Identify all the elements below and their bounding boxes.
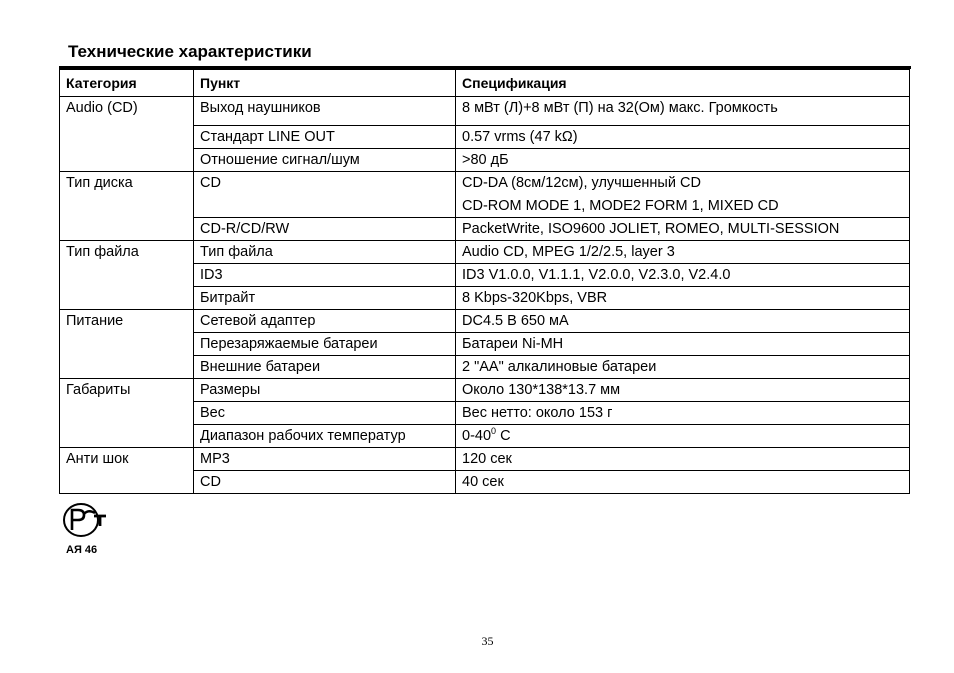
item-cell: Сетевой адаптер bbox=[194, 310, 456, 333]
table-row bbox=[60, 310, 910, 333]
item-cell: Внешние батареи bbox=[194, 356, 456, 379]
spec-cell: 0.57 vrms (47 kΩ) bbox=[456, 126, 910, 149]
item-cell: Выход наушников bbox=[194, 97, 456, 126]
header-spec: Спецификация bbox=[456, 70, 910, 97]
spec-cell: CD-DA (8см/12см), улучшенный CD bbox=[456, 172, 910, 195]
category-cell: Анти шок bbox=[60, 448, 194, 494]
category-cell: Питание bbox=[60, 310, 194, 379]
item-cell: Размеры bbox=[194, 379, 456, 402]
spec-cell: >80 дБ bbox=[456, 149, 910, 172]
item-cell: Стандарт LINE OUT bbox=[194, 126, 456, 149]
item-cell: Отношение сигнал/шум bbox=[194, 149, 456, 172]
table-row bbox=[60, 97, 910, 126]
spec-cell: CD-ROM MODE 1, MODE2 FORM 1, MIXED CD bbox=[456, 195, 910, 218]
temp-unit: C bbox=[496, 428, 511, 444]
table-row bbox=[60, 241, 910, 264]
spec-cell: 8 Kbps-320Kbps, VBR bbox=[456, 287, 910, 310]
spec-cell: Вес нетто: около 153 г bbox=[456, 402, 910, 425]
item-cell: CD bbox=[194, 172, 456, 218]
category-cell: Тип диска bbox=[60, 172, 194, 241]
spec-cell: Батареи Ni-MH bbox=[456, 333, 910, 356]
spec-cell: PacketWrite, ISO9600 JOLIET, ROMEO, MULTI-SESSION bbox=[456, 218, 910, 241]
spec-cell: Audio CD, MPEG 1/2/2.5, layer 3 bbox=[456, 241, 910, 264]
category-cell: Габариты bbox=[60, 379, 194, 448]
temp-value: 0-40 bbox=[462, 428, 492, 444]
item-cell: ID3 bbox=[194, 264, 456, 287]
spec-cell: DC4.5 В 650 мА bbox=[456, 310, 910, 333]
spec-cell bbox=[456, 425, 910, 448]
spec-cell: 40 сек bbox=[456, 471, 910, 494]
certification-code: АЯ 46 bbox=[66, 544, 98, 556]
item-cell: Перезаряжаемые батареи bbox=[194, 333, 456, 356]
spec-cell: ID3 V1.0.0, V1.1.1, V2.0.0, V2.3.0, V2.4.0 bbox=[456, 264, 910, 287]
item-cell: MP3 bbox=[194, 448, 456, 471]
category-cell: Тип файла bbox=[60, 241, 194, 310]
table-row bbox=[60, 172, 910, 195]
table-row bbox=[60, 379, 910, 402]
item-cell: CD bbox=[194, 471, 456, 494]
spec-table bbox=[59, 69, 910, 494]
category-cell: Audio (CD) bbox=[60, 97, 194, 172]
item-cell: Диапазон рабочих температур bbox=[194, 425, 456, 448]
spec-cell: Около 130*138*13.7 мм bbox=[456, 379, 910, 402]
item-cell: Тип файла bbox=[194, 241, 456, 264]
spec-cell: 8 мВт (Л)+8 мВт (П) на 32(Ом) макс. Громкость bbox=[456, 97, 910, 126]
page-title: Технические характеристики bbox=[68, 42, 312, 61]
header-category: Категория bbox=[60, 70, 194, 97]
item-cell: Вес bbox=[194, 402, 456, 425]
table-row bbox=[60, 448, 910, 471]
item-cell: Битрайт bbox=[194, 287, 456, 310]
page-number: 35 bbox=[481, 634, 494, 648]
spec-cell: 120 сек bbox=[456, 448, 910, 471]
temp-degree: 0 bbox=[491, 426, 497, 437]
item-cell: CD-R/CD/RW bbox=[194, 218, 456, 241]
table-header-row bbox=[60, 70, 910, 97]
pct-certification-logo bbox=[61, 500, 109, 540]
header-item: Пункт bbox=[194, 70, 456, 97]
spec-cell: 2 "AA" алкалиновые батареи bbox=[456, 356, 910, 379]
